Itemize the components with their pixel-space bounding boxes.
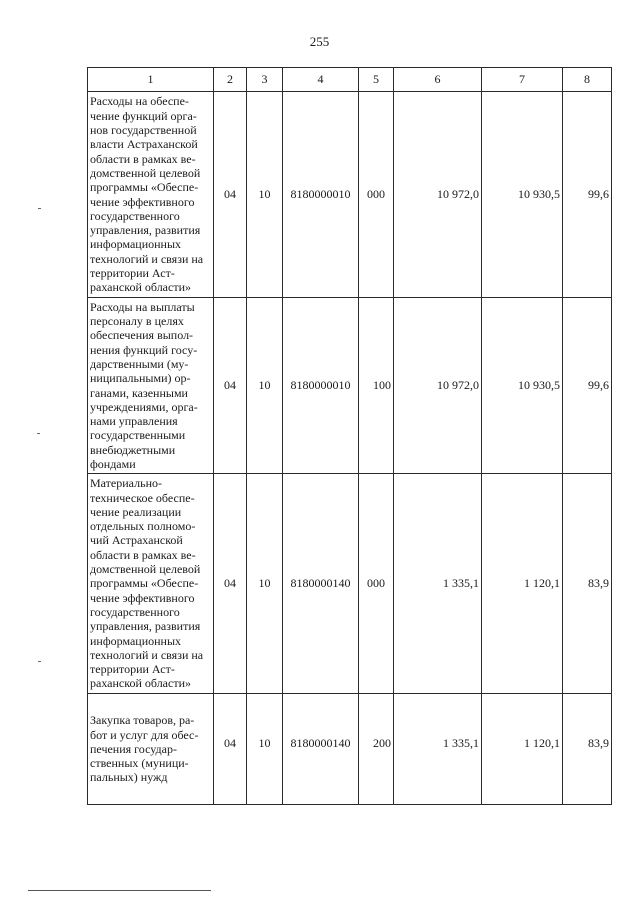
row-percent: 99,6 [563, 298, 612, 474]
row-expense-type: 000 [359, 92, 394, 298]
row-percent: 83,9 [563, 474, 612, 694]
row-fact: 10 930,5 [482, 92, 563, 298]
column-header: 5 [359, 68, 394, 92]
row-expense-type: 200 [359, 694, 394, 805]
budget-table [87, 67, 612, 805]
table-row [88, 474, 612, 694]
page-number: 255 [309, 34, 330, 49]
column-header: 6 [394, 68, 482, 92]
header-row [88, 68, 612, 92]
row-plan: 1 335,1 [394, 474, 482, 694]
row-expense-type: 000 [359, 474, 394, 694]
row-fact: 1 120,1 [482, 474, 563, 694]
column-header: 1 [88, 68, 214, 92]
row-fact: 1 120,1 [482, 694, 563, 805]
row-podrazdel: 10 [247, 298, 283, 474]
row-target-article: 8180000010 [283, 298, 359, 474]
row-razdel: 04 [214, 694, 247, 805]
row-description: Материально-техническое обеспе-чение реализации отдельных полномо-чий Астраханской области в рамках ве-домственной целевой программы «Обеспе-чение эффективного государственного управления, развития информационных технологий и связи на территории Аст-раханской области» [88, 474, 214, 694]
row-percent: 99,6 [563, 92, 612, 298]
row-podrazdel: 10 [247, 694, 283, 805]
column-header: 7 [482, 68, 563, 92]
column-header: 3 [247, 68, 283, 92]
row-razdel: 04 [214, 474, 247, 694]
row-razdel: 04 [214, 92, 247, 298]
table-row [88, 298, 612, 474]
row-plan: 10 972,0 [394, 92, 482, 298]
table-row [88, 92, 612, 298]
row-podrazdel: 10 [247, 474, 283, 694]
row-razdel: 04 [214, 298, 247, 474]
row-target-article: 8180000140 [283, 474, 359, 694]
scan-speck [38, 661, 41, 662]
row-target-article: 8180000010 [283, 92, 359, 298]
row-podrazdel: 10 [247, 92, 283, 298]
row-plan: 10 972,0 [394, 298, 482, 474]
table-row [88, 694, 612, 805]
row-target-article: 8180000140 [283, 694, 359, 805]
row-description: Расходы на обеспе-чение функций орга-нов государственной власти Астраханской области в рамках ве-домственной целевой программы «Обеспе-чение эффективного государственного управления, развития информационных технологий и связи на территории Аст-раханской области» [88, 92, 214, 298]
footnote-rule [28, 890, 211, 891]
column-header: 2 [214, 68, 247, 92]
scan-speck [37, 433, 40, 434]
column-header: 4 [283, 68, 359, 92]
row-fact: 10 930,5 [482, 298, 563, 474]
row-description: Расходы на выплаты персоналу в целях обеспечения выпол-нения функций госу-дарственными (му-ниципальными) ор-ганами, казенными учреждениями, орга-нами управления государственными внебюджетными фондами [88, 298, 214, 474]
row-expense-type: 100 [359, 298, 394, 474]
row-description: Закупка товаров, ра-бот и услуг для обес-печения государ-ственных (муници-пальных) нужд [88, 694, 214, 805]
row-percent: 83,9 [563, 694, 612, 805]
scan-speck [38, 208, 41, 209]
row-plan: 1 335,1 [394, 694, 482, 805]
column-header: 8 [563, 68, 612, 92]
